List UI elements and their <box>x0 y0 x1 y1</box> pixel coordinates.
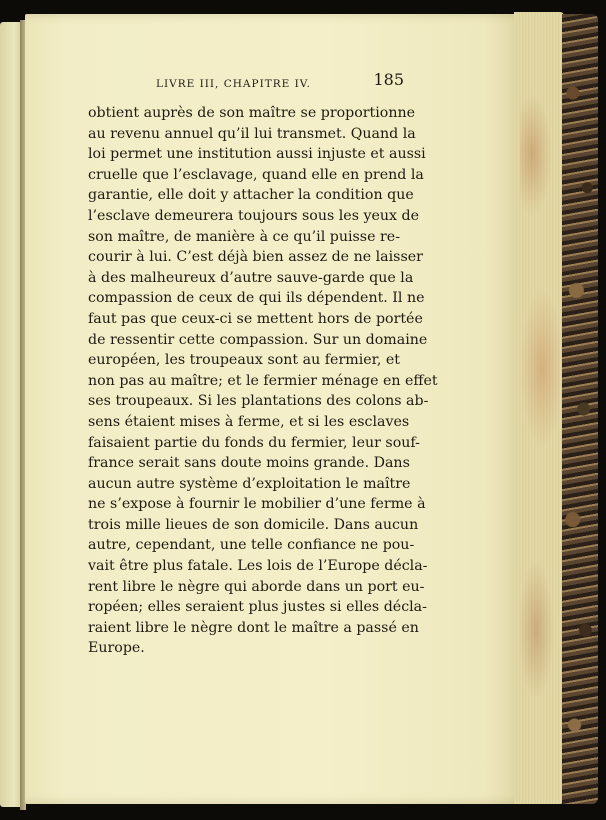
text-line: ne s’expose à fournir le mobilier d’une ferme à <box>88 496 426 513</box>
text-line: france serait sans doute moins grande. Dans <box>88 455 410 472</box>
page-content <box>88 70 438 659</box>
text-line: raient libre le nègre dont le maître a passé en <box>88 619 419 636</box>
text-line: vait être plus fatale. Les lois de l’Europe décla- <box>88 558 428 575</box>
text-line: ses troupeaux. Si les plantations des colons ab- <box>88 393 429 410</box>
text-line: l’esclave demeurera toujours sous les yeux de <box>88 207 420 224</box>
text-line: aucun autre système d’exploitation le maître <box>88 475 411 492</box>
body-text <box>88 103 438 659</box>
text-line: son maître, de manière à ce qu’il puisse re- <box>88 228 400 245</box>
page-block-edges <box>514 12 564 804</box>
running-head <box>88 70 404 94</box>
text-line: garantie, elle doit y attacher la condition que <box>88 187 414 204</box>
text-line: courir à lui. C’est déjà bien assez de ne laisser <box>88 249 423 266</box>
running-head-title: LIVRE III, CHAPITRE IV. <box>156 78 311 90</box>
text-line: au revenu annuel qu’il lui transmet. Quand la <box>88 125 416 142</box>
text-line: ropéen; elles seraient plus justes si elles décla- <box>88 599 427 616</box>
text-line: faisaient partie du fonds du fermier, leur souf- <box>88 434 420 451</box>
text-line: sens étaient mises à ferme, et si les esclaves <box>88 413 410 430</box>
text-line: autre, cependant, une telle confiance ne pou- <box>88 537 415 554</box>
marbled-cover <box>562 14 598 804</box>
text-line: faut pas que ceux-ci se mettent hors de portée <box>88 310 423 327</box>
text-line: Europe. <box>88 640 145 657</box>
text-line: à des malheureux d’autre sauve-garde que la <box>88 269 414 286</box>
text-line: rent libre le nègre qui aborde dans un port eu- <box>88 578 425 595</box>
text-line: loi permet une institution aussi injuste et aussi <box>88 146 426 163</box>
text-line: trois mille lieues de son domicile. Dans aucun <box>88 516 419 533</box>
text-line: cruelle que l’esclavage, quand elle en prend la <box>88 166 424 183</box>
page-number: 185 <box>373 70 404 89</box>
text-line: non pas au maître; et le fermier ménage en effet <box>88 372 438 389</box>
text-line: de ressentir cette compassion. Sur un domaine <box>88 331 428 348</box>
text-line: obtient auprès de son maître se proportionne <box>88 105 415 121</box>
text-line: européen, les troupeaux sont au fermier, et <box>88 352 400 369</box>
text-line: compassion de ceux de qui ils dépendent. Il ne <box>88 290 425 307</box>
